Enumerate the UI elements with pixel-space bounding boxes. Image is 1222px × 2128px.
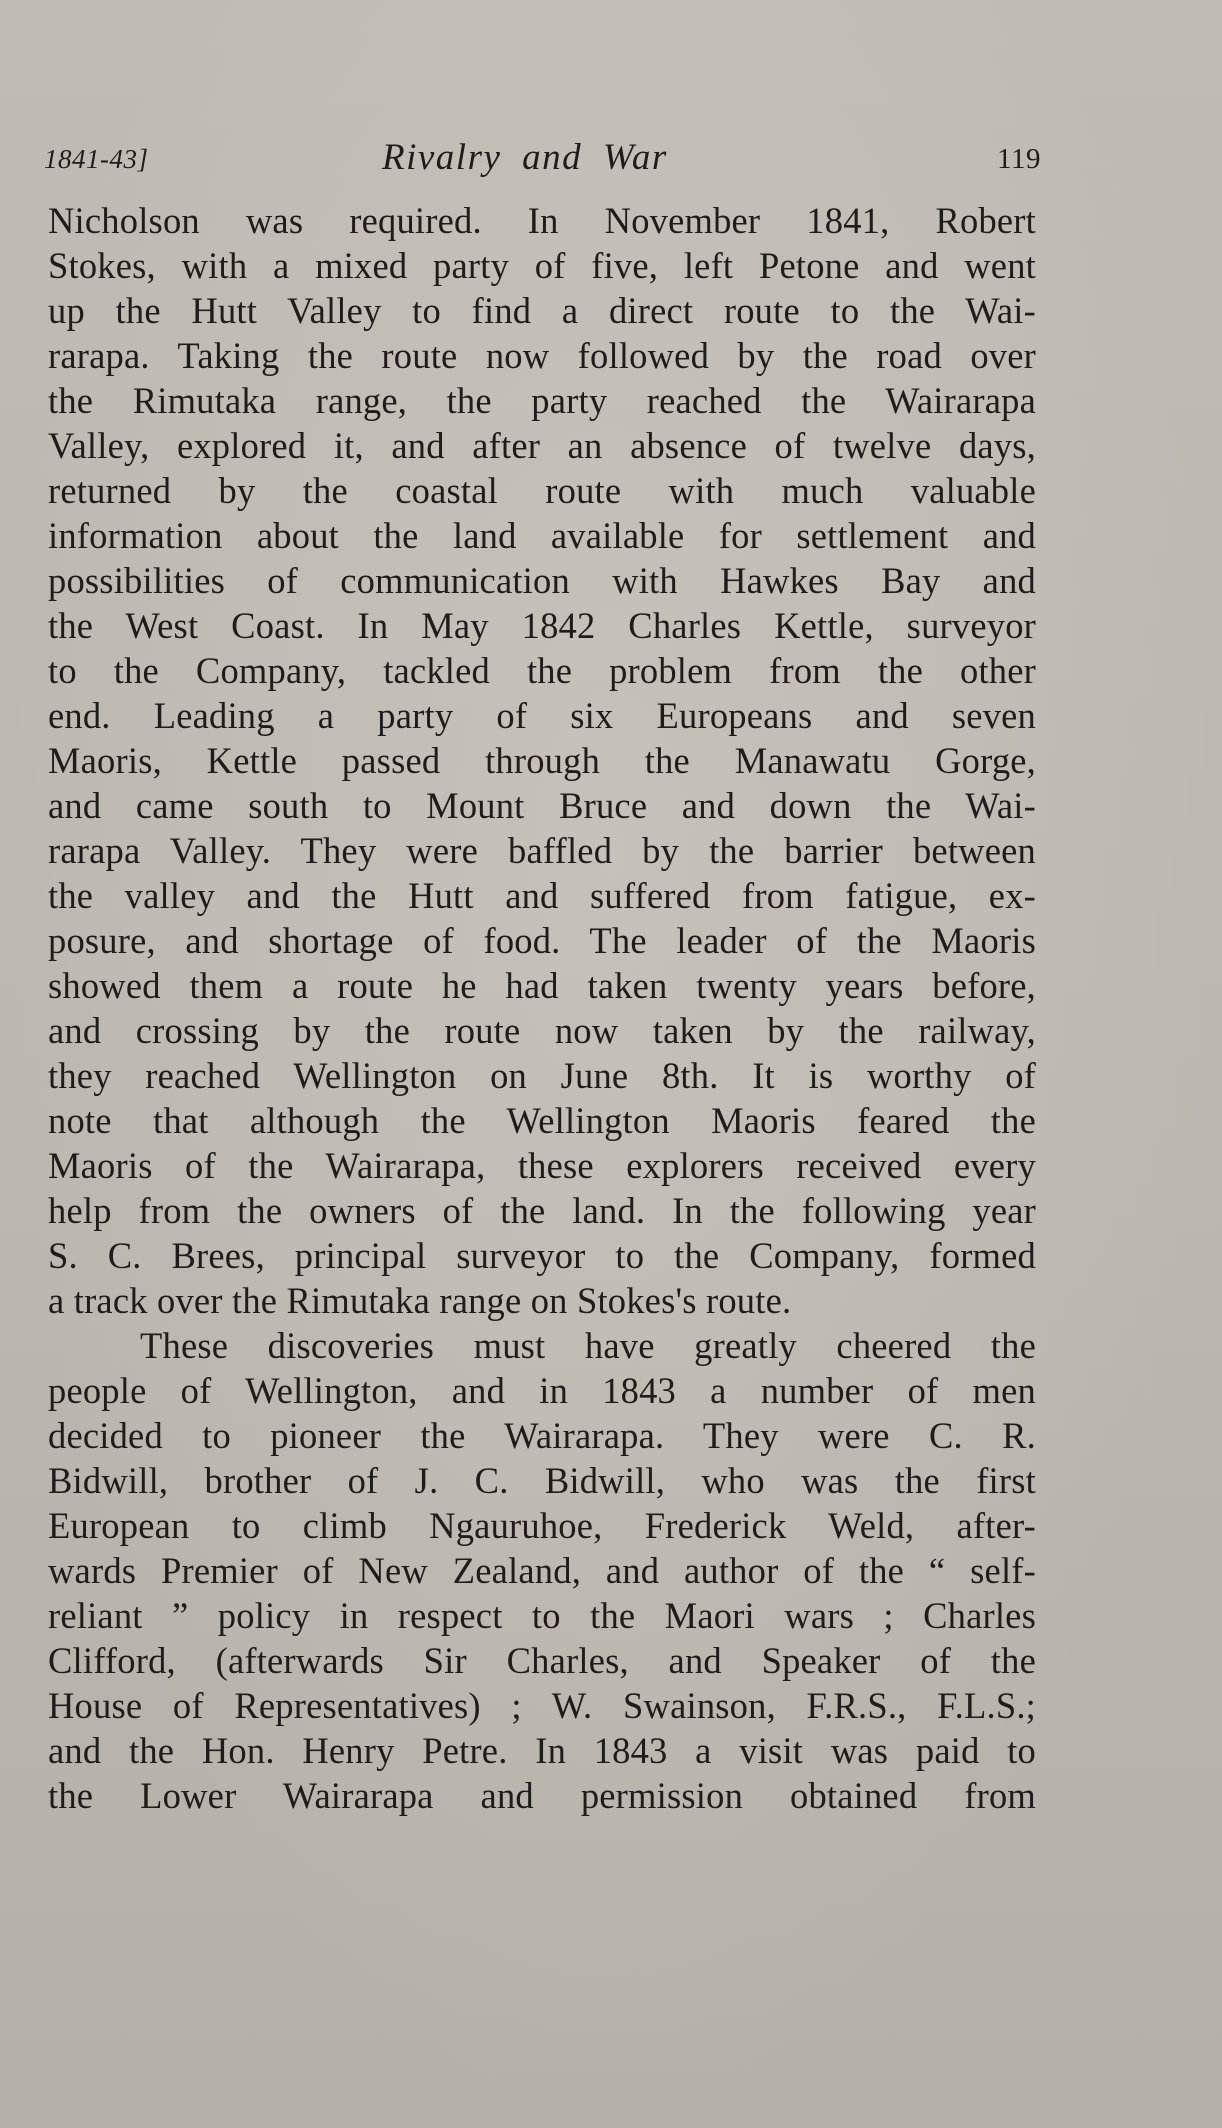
text-line: to the Company, tackled the problem from the other	[48, 650, 1036, 691]
text-line: possibilities of communication with Hawkes Bay and	[48, 560, 1036, 601]
text-line: note that although the Wellington Maoris feared the	[48, 1100, 1036, 1141]
text-line: reliant ” policy in respect to the Maori wars ; Charles	[48, 1595, 1036, 1636]
text-line: people of Wellington, and in 1843 a number of men	[48, 1370, 1036, 1411]
header-date-range: 1841-43]	[44, 144, 149, 174]
text-line: help from the owners of the land. In the following year	[48, 1190, 1036, 1231]
text-line: Valley, explored it, and after an absence of twelve days,	[48, 425, 1036, 466]
text-line: and crossing by the route now taken by the railway,	[48, 1010, 1036, 1051]
text-line: and came south to Mount Bruce and down the Wai-	[48, 785, 1036, 826]
text-line: Maoris of the Wairarapa, these explorers received every	[48, 1145, 1036, 1186]
text-line: Nicholson was required. In November 1841, Robert	[48, 200, 1036, 241]
body-text	[48, 198, 1036, 1818]
text-line: decided to pioneer the Wairarapa. They were C. R.	[48, 1415, 1036, 1456]
text-line: the valley and the Hutt and suffered from fatigue, ex-	[48, 875, 1036, 916]
text-line: Bidwill, brother of J. C. Bidwill, who was the first	[48, 1460, 1036, 1501]
text-line: up the Hutt Valley to find a direct route to the Wai-	[48, 290, 1036, 331]
paragraph-end-line: a track over the Rimutaka range on Stokes's route.	[48, 1280, 792, 1321]
text-line: and the Hon. Henry Petre. In 1843 a visit was paid to	[48, 1730, 1036, 1771]
text-line: showed them a route he had taken twenty years before,	[48, 965, 1036, 1006]
text-line: posure, and shortage of food. The leader of the Maoris	[48, 920, 1036, 961]
text-line: the Rimutaka range, the party reached the Wairarapa	[48, 380, 1036, 421]
text-line: information about the land available for settlement and	[48, 515, 1036, 556]
text-line: S. C. Brees, principal surveyor to the Company, formed	[48, 1235, 1036, 1276]
text-line: end. Leading a party of six Europeans and seven	[48, 695, 1036, 736]
text-line: they reached Wellington on June 8th. It is worthy of	[48, 1055, 1036, 1096]
text-line: rarapa. Taking the route now followed by the road over	[48, 335, 1036, 376]
text-line: the West Coast. In May 1842 Charles Kettle, surveyor	[48, 605, 1036, 646]
text-line: House of Representatives) ; W. Swainson, F.R.S., F.L.S.;	[48, 1685, 1036, 1726]
text-line: the Lower Wairarapa and permission obtained from	[48, 1775, 1036, 1816]
text-line: European to climb Ngauruhoe, Frederick Weld, after-	[48, 1505, 1036, 1546]
text-line: returned by the coastal route with much valuable	[48, 470, 1036, 511]
running-head	[44, 136, 1040, 182]
text-line: wards Premier of New Zealand, and author of the “ self-	[48, 1550, 1036, 1591]
page-number: 119	[997, 143, 1041, 175]
text-line: rarapa Valley. They were baffled by the barrier between	[48, 830, 1036, 871]
text-line: Maoris, Kettle passed through the Manawatu Gorge,	[48, 740, 1036, 781]
header-chapter-title: Rivalry and War	[382, 137, 668, 178]
text-line: Clifford, (afterwards Sir Charles, and Speaker of the	[48, 1640, 1036, 1681]
paragraph-start-line: These discoveries must have greatly cheered the	[140, 1325, 1036, 1366]
text-line: Stokes, with a mixed party of five, left Petone and went	[48, 245, 1036, 286]
